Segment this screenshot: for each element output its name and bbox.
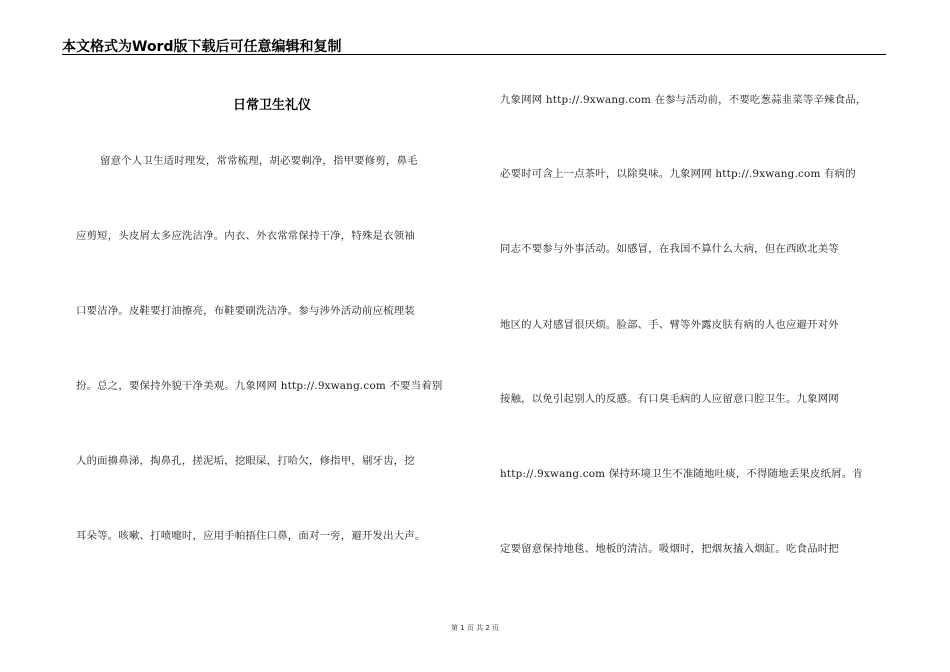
text-line: 九象网网 http://.9xwang.com 在参与活动前，不要吃葱蒜韭菜等辛辣食品， bbox=[500, 94, 867, 106]
text-line: 扮。总之，要保持外貌干净美观。九象网网 http://.9xwang.com 不要当着别 bbox=[76, 380, 443, 392]
document-title: 日常卫生礼仪 bbox=[232, 98, 311, 113]
text-line: 留意个人卫生适时理发，常常梳理，胡必要剃净，指甲要修剪，鼻毛 bbox=[100, 155, 418, 167]
page-number: 第 1 页 共 2 页 bbox=[450, 624, 500, 632]
text-line: 地区的人对感冒很厌烦。脸部、手、臂等外露皮肤有病的人也应避开对外 bbox=[500, 319, 839, 331]
text-line: 必要时可含上一点茶叶，以除臭味。九象网网 http://.9xwang.com 有病的 bbox=[500, 168, 856, 180]
text-line: 人的面擤鼻涕，掏鼻孔，搓泥垢，挖眼屎，打哈欠，修指甲，剔牙齿，挖 bbox=[76, 455, 415, 467]
text-line: 定要留意保持地毯、地板的清洁。吸烟时，把烟灰搕入烟缸。吃食品时把 bbox=[500, 543, 839, 555]
text-line: 同志不要参与外事活动。如感冒，在我国不算什么大病，但在西欧北美等 bbox=[500, 243, 839, 255]
header-title: 本文格式为Word版下载后可任意编辑和复制 bbox=[62, 39, 342, 55]
document-header bbox=[62, 34, 886, 56]
text-line: 应剪短，头皮屑太多应洗洁净。内衣、外衣常常保持干净，特殊是衣领袖 bbox=[76, 230, 415, 242]
text-line: 口要洁净。皮鞋要打油擦亮，布鞋要刷洗洁净。参与涉外活动前应梳理装 bbox=[76, 305, 415, 317]
text-line: 接触，以免引起别人的反感。有口臭毛病的人应留意口腔卫生。九象网网 bbox=[500, 393, 839, 405]
text-line: 耳朵等。咳嗽、打喷嚏时，应用手帕捂住口鼻，面对一旁，避开发出大声。 bbox=[76, 530, 426, 542]
header-rule bbox=[62, 54, 886, 55]
text-line: http://.9xwang.com 保持环境卫生不准随地吐痰，不得随地丢果皮纸屑。肯 bbox=[500, 468, 863, 480]
